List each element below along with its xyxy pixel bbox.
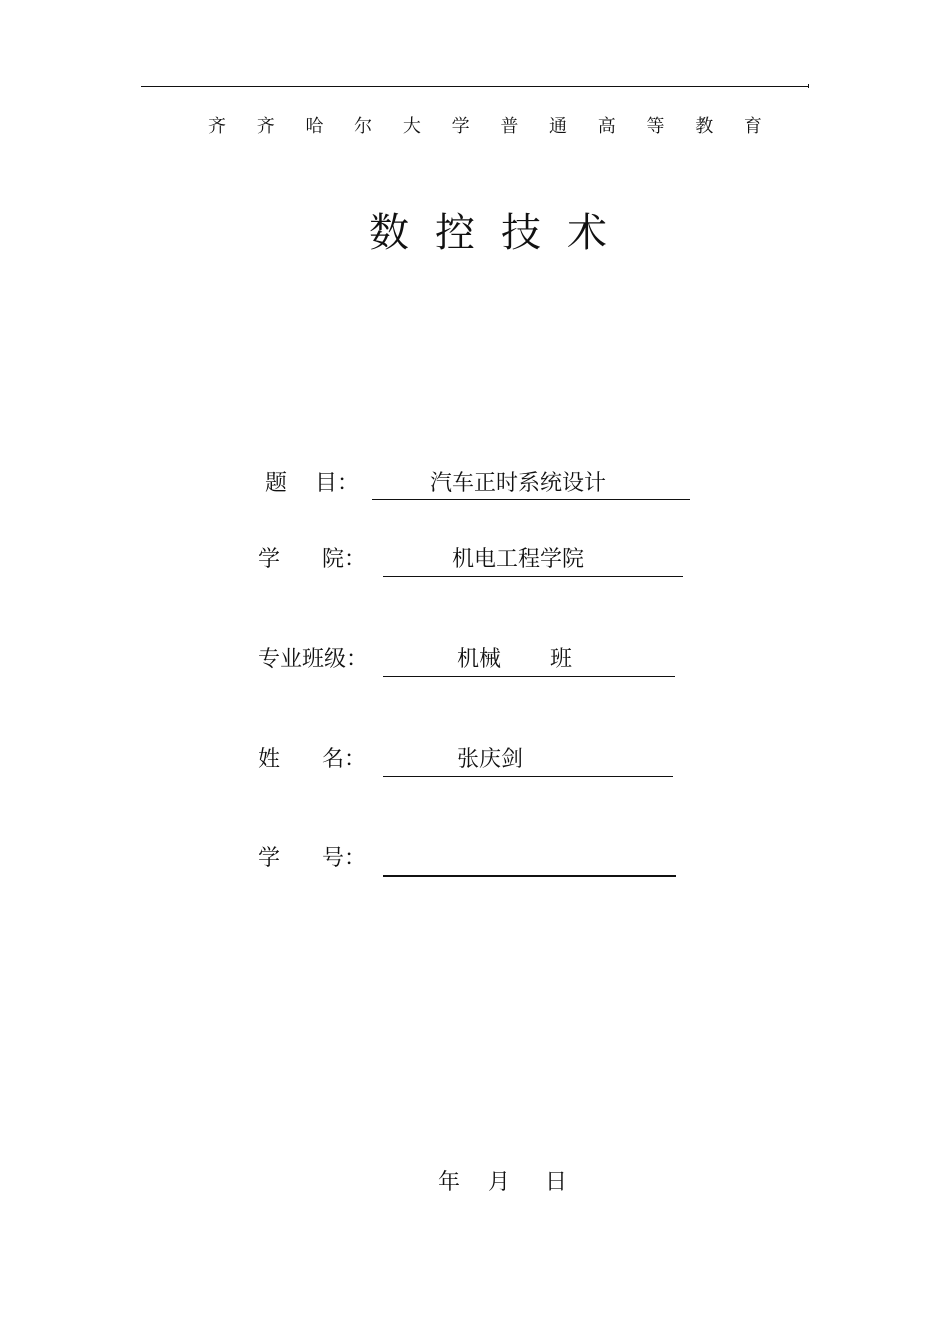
university-char: 高 — [597, 116, 616, 137]
university-char: 通 — [549, 116, 568, 137]
course-title-char: 数 — [369, 210, 409, 256]
college-underline — [383, 576, 683, 577]
top-rule-tick — [808, 84, 809, 88]
university-char: 普 — [500, 116, 519, 137]
course-title — [368, 205, 608, 261]
top-rule — [141, 86, 809, 87]
topic-label: 题 目： — [258, 471, 359, 496]
topic-underline — [372, 499, 690, 500]
course-title-char: 术 — [567, 210, 607, 256]
date-line: 年 月 日 — [438, 1170, 567, 1195]
university-char: 齐 — [256, 116, 275, 137]
university-char: 等 — [646, 116, 665, 137]
student-id-underline — [383, 875, 676, 877]
college-label: 学 院： — [258, 547, 366, 572]
course-title-char: 技 — [501, 210, 541, 256]
university-char: 尔 — [354, 116, 373, 137]
topic-value: 汽车正时系统设计 — [430, 471, 607, 496]
university-char: 育 — [743, 116, 762, 137]
university-char: 教 — [695, 116, 714, 137]
name-value: 张庆剑 — [457, 747, 524, 772]
university-char: 哈 — [305, 116, 324, 137]
course-title-char: 控 — [435, 210, 475, 256]
university-char: 学 — [451, 116, 470, 137]
university-header — [205, 114, 765, 140]
university-char: 大 — [402, 116, 421, 137]
class-value: 机械 班 — [457, 647, 572, 672]
class-label: 专业班级： — [258, 647, 369, 672]
name-label: 姓 名： — [258, 747, 366, 772]
class-underline — [383, 676, 675, 677]
university-char: 齐 — [208, 116, 226, 137]
college-value: 机电工程学院 — [452, 547, 585, 572]
student-id-label: 学 号： — [258, 846, 366, 871]
name-underline — [383, 776, 673, 777]
